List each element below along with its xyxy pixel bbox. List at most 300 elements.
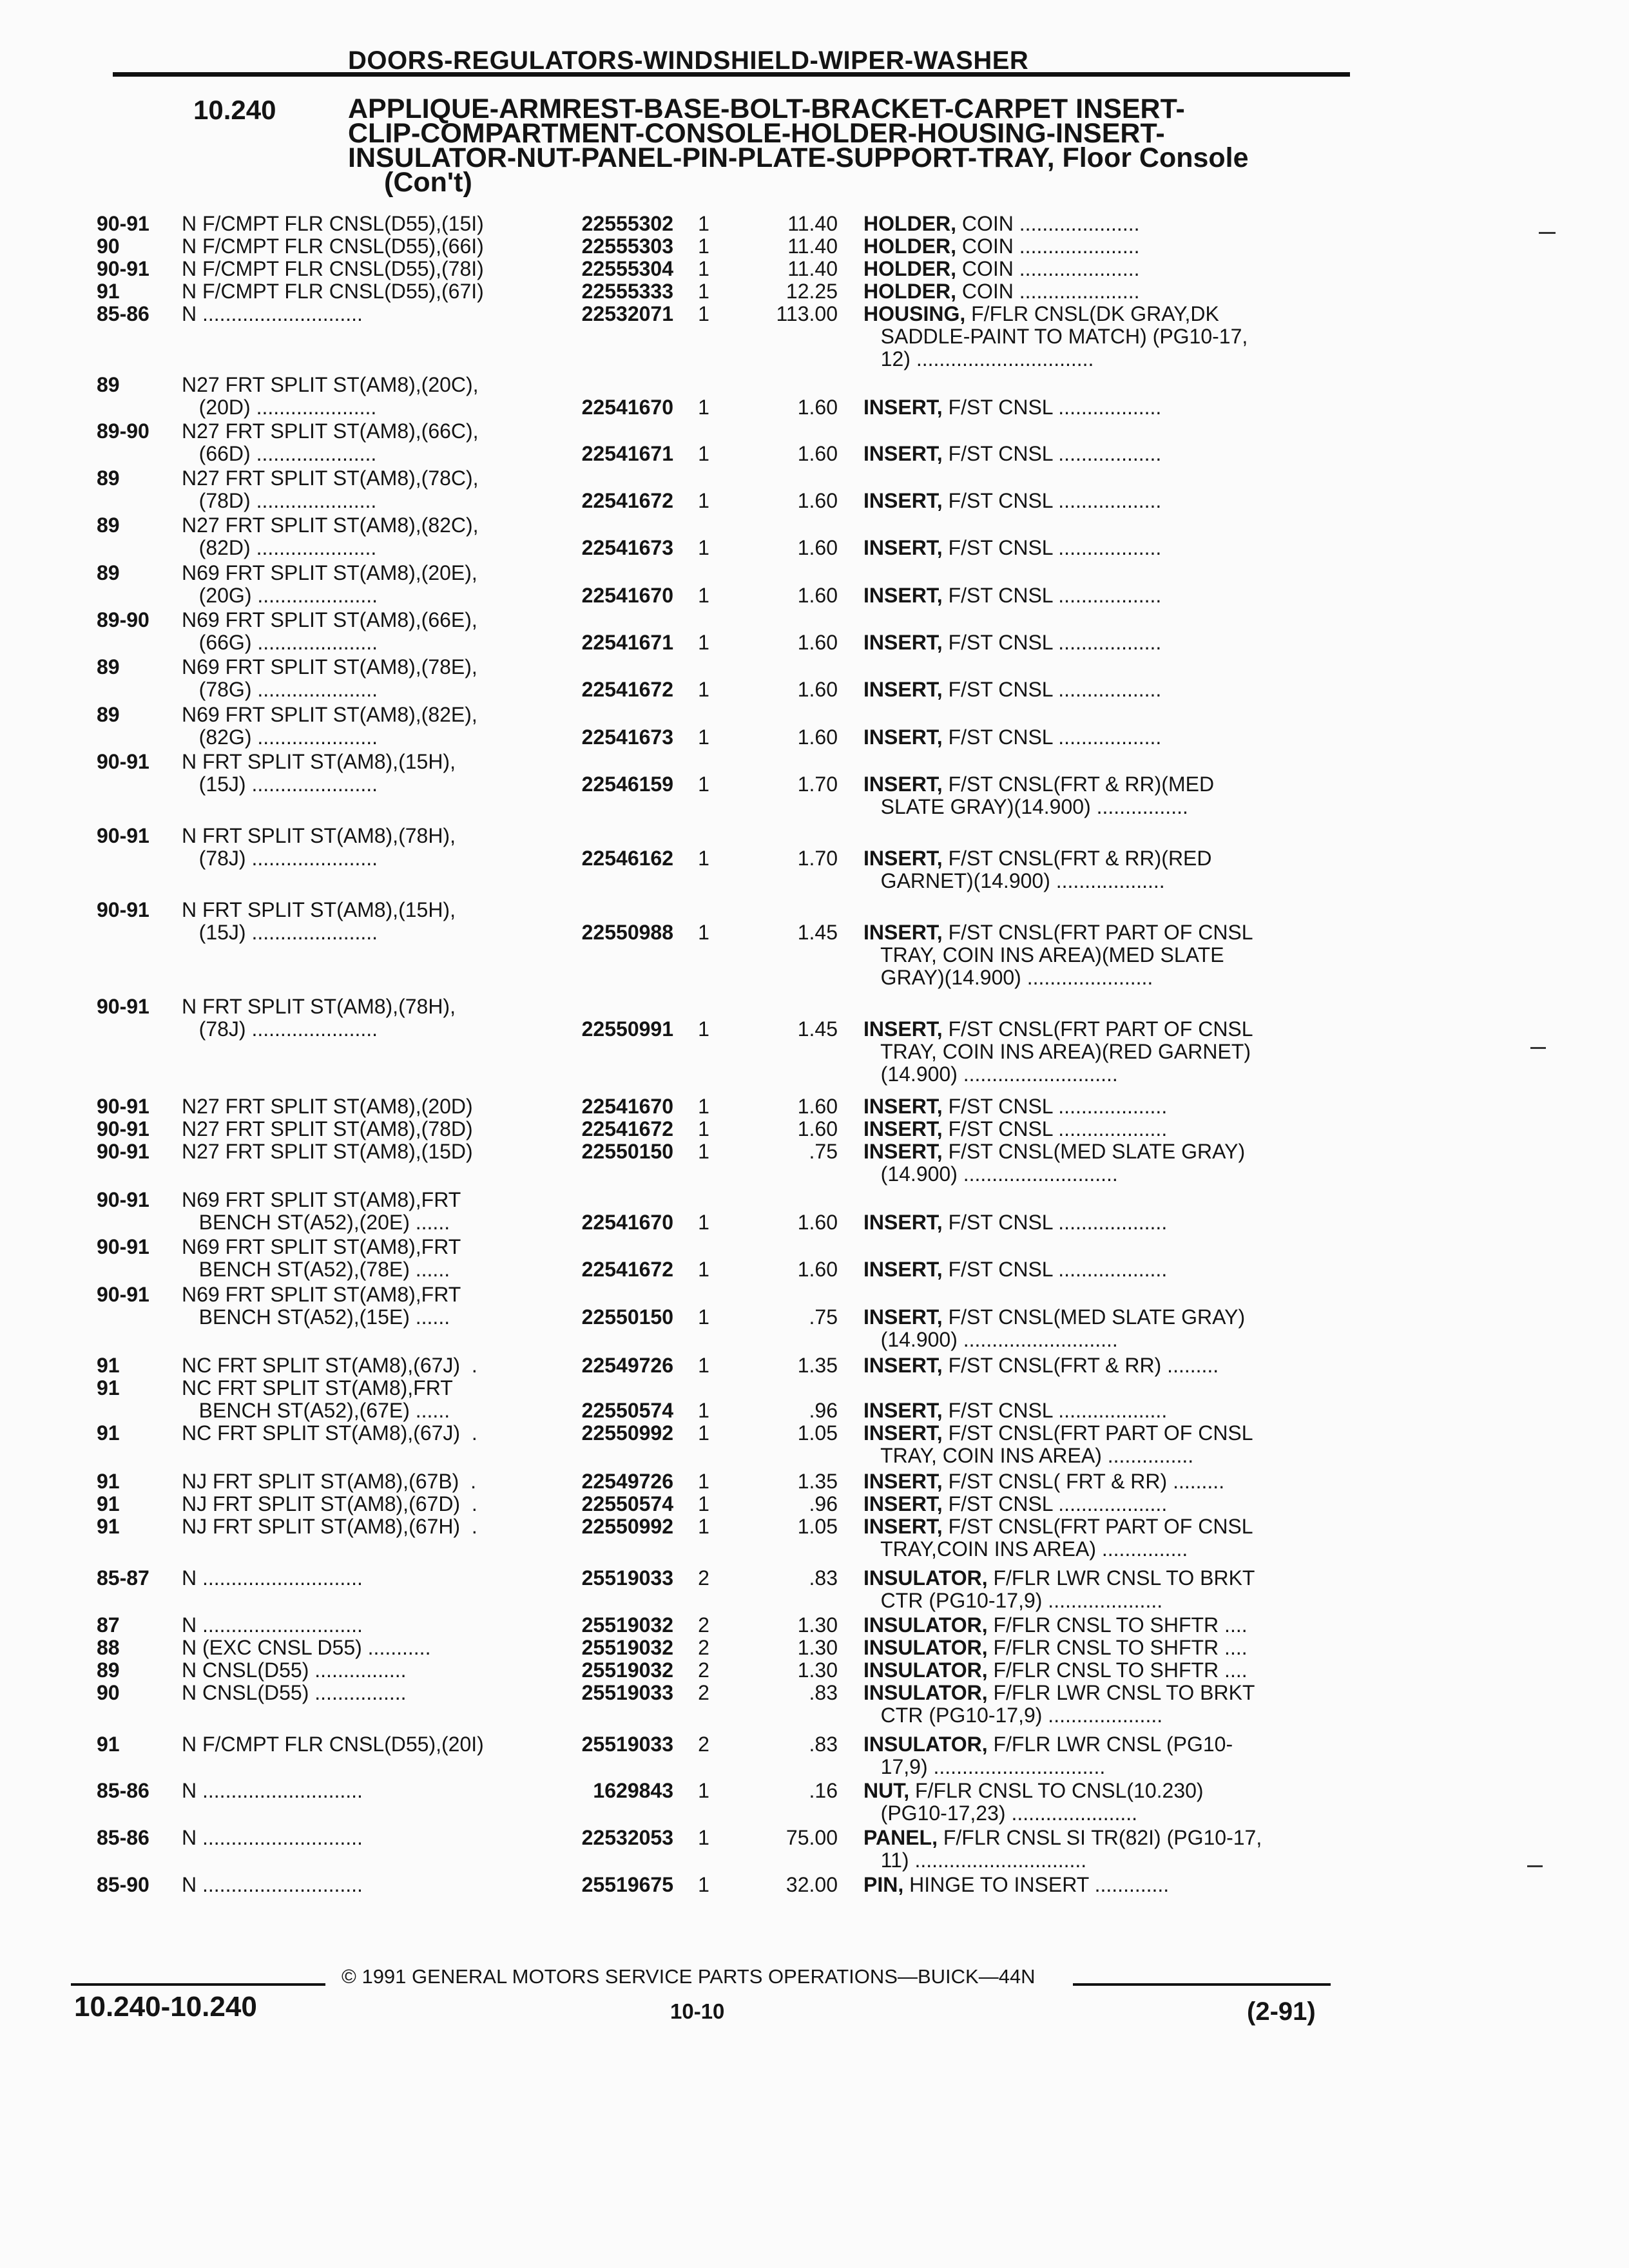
part-name-detail: (14.900) ........................... <box>863 1062 1118 1086</box>
part-number: 22550574 <box>581 1399 673 1422</box>
part-name <box>863 1780 1340 1802</box>
group-heading-continued: (Con't) <box>384 167 472 198</box>
part-number: 25519032 <box>581 1636 673 1659</box>
part-name-keyword: INSERT, <box>863 1421 943 1445</box>
part-name <box>863 1163 1340 1186</box>
price: 1.70 <box>797 847 838 870</box>
footer-rule <box>71 1983 325 1986</box>
part-name <box>863 1399 1340 1422</box>
part-name-detail: TRAY,COIN INS AREA) ............... <box>863 1537 1188 1561</box>
part-number: 22550150 <box>581 1140 673 1163</box>
quantity: 1 <box>698 584 709 607</box>
price: 1.60 <box>797 726 838 749</box>
part-name <box>863 1567 1340 1590</box>
part-name <box>863 1041 1340 1063</box>
model-years: 91 <box>97 1354 120 1377</box>
quantity: 1 <box>698 773 709 796</box>
usage-description: (78J) ...................... <box>182 847 378 870</box>
part-name <box>863 348 1340 370</box>
model-years: 88 <box>97 1636 120 1659</box>
usage-description: NJ FRT SPLIT ST(AM8),(67D) . <box>182 1492 477 1515</box>
part-number: 22550991 <box>581 1017 673 1041</box>
part-name <box>863 1704 1340 1727</box>
model-years: 90-91 <box>97 995 149 1018</box>
part-number: 22541670 <box>581 1211 673 1234</box>
part-name-keyword: INSERT, <box>863 1211 943 1234</box>
quantity: 2 <box>698 1658 709 1682</box>
section-title: DOORS-REGULATORS-WINDSHIELD-WIPER-WASHER <box>348 46 1029 75</box>
part-name <box>863 1211 1340 1234</box>
part-name-detail: F/ST CNSL ................... <box>942 1258 1168 1281</box>
part-name-keyword: INSERT, <box>863 536 943 559</box>
model-years: 90-91 <box>97 1117 149 1140</box>
part-name-keyword: INSERT, <box>863 1017 943 1041</box>
usage-description: N69 FRT SPLIT ST(AM8),FRT <box>182 1235 461 1258</box>
price: 1.60 <box>797 1117 838 1140</box>
usage-description: (20D) ..................... <box>182 396 377 419</box>
model-years: 85-86 <box>97 1779 149 1802</box>
quantity: 2 <box>698 1681 709 1704</box>
price: 11.40 <box>787 212 838 235</box>
price: 1.60 <box>797 584 838 607</box>
model-years: 89 <box>97 655 120 678</box>
model-years: 89-90 <box>97 608 149 631</box>
usage-description: N69 FRT SPLIT ST(AM8),(66E), <box>182 608 477 631</box>
section-range: 10.240-10.240 <box>74 1991 257 2023</box>
usage-description: N27 FRT SPLIT ST(AM8),(78C), <box>182 466 479 490</box>
usage-description: NJ FRT SPLIT ST(AM8),(67B) . <box>182 1470 476 1493</box>
part-name <box>863 1422 1340 1445</box>
part-name-detail: F/ST CNSL(FRT & RR)(RED <box>942 847 1212 870</box>
part-name-detail: 11) .............................. <box>863 1849 1087 1872</box>
model-years: 90-91 <box>97 212 149 235</box>
part-name-detail: F/ST CNSL(MED SLATE GRAY) <box>942 1305 1246 1329</box>
part-number: 22541672 <box>581 1258 673 1281</box>
model-years: 85-86 <box>97 1826 149 1849</box>
part-number: 25519032 <box>581 1658 673 1682</box>
part-name-detail: F/ST CNSL .................. <box>942 396 1162 419</box>
part-number: 22549726 <box>581 1354 673 1377</box>
part-name-detail: F/ST CNSL(FRT PART OF CNSL <box>942 1515 1253 1538</box>
part-number: 22541672 <box>581 1117 673 1140</box>
quantity: 1 <box>698 1354 709 1377</box>
price: 11.40 <box>787 235 838 258</box>
model-years: 91 <box>97 280 120 303</box>
price: 1.60 <box>797 1095 838 1118</box>
part-name-detail: COIN ..................... <box>956 235 1140 258</box>
usage-description: N (EXC CNSL D55) ........... <box>182 1636 431 1659</box>
part-name-keyword: INSERT, <box>863 442 943 465</box>
part-number: 22541670 <box>581 1095 673 1118</box>
price: .96 <box>809 1492 838 1515</box>
group-heading-line: INSULATOR-NUT-PANEL-PIN-PLATE-SUPPORT-TRAY, Floor Console <box>348 142 1249 173</box>
part-name <box>863 1614 1340 1637</box>
quantity: 1 <box>698 280 709 303</box>
part-name-detail: CTR (PG10-17,9) .................... <box>863 1704 1163 1727</box>
part-name <box>863 1306 1340 1329</box>
quantity: 1 <box>698 396 709 419</box>
quantity: 1 <box>698 1421 709 1445</box>
part-name-keyword: INSERT, <box>863 1399 943 1422</box>
part-name-detail: F/FLR CNSL TO CNSL(10.230) <box>909 1779 1204 1802</box>
part-name <box>863 1354 1340 1377</box>
model-years: 91 <box>97 1470 120 1493</box>
part-name <box>863 1827 1340 1849</box>
usage-description: N69 FRT SPLIT ST(AM8),(78E), <box>182 655 477 678</box>
part-name-detail: F/ST CNSL .................. <box>942 584 1162 607</box>
model-years: 89 <box>97 373 120 396</box>
usage-description: (78J) ...................... <box>182 1017 378 1041</box>
price: 1.30 <box>797 1658 838 1682</box>
part-name-keyword: INSERT, <box>863 1305 943 1329</box>
quantity: 1 <box>698 921 709 944</box>
part-number: 22550992 <box>581 1515 673 1538</box>
quantity: 1 <box>698 1873 709 1896</box>
part-name-keyword: HOLDER, <box>863 212 956 235</box>
part-name-keyword: INSERT, <box>863 1095 943 1118</box>
model-years: 85-86 <box>97 302 149 325</box>
part-number: 22541670 <box>581 584 673 607</box>
part-name <box>863 1802 1340 1825</box>
part-name <box>863 1849 1340 1872</box>
usage-description: N F/CMPT FLR CNSL(D55),(15I) <box>182 212 484 235</box>
part-name <box>863 1329 1340 1351</box>
price: 1.45 <box>797 921 838 944</box>
part-name-detail: F/ST CNSL ................... <box>942 1117 1168 1140</box>
model-years: 87 <box>97 1613 120 1637</box>
part-name <box>863 1063 1340 1086</box>
part-name <box>863 443 1340 465</box>
part-name-keyword: INSERT, <box>863 1140 943 1163</box>
model-years: 91 <box>97 1421 120 1445</box>
part-name-keyword: INSERT, <box>863 1515 943 1538</box>
quantity: 2 <box>698 1733 709 1756</box>
part-name-keyword: INSERT, <box>863 1258 943 1281</box>
part-name-detail: F/FLR CNSL(DK GRAY,DK <box>965 302 1219 325</box>
quantity: 1 <box>698 1258 709 1281</box>
part-name <box>863 796 1340 818</box>
usage-description: (15J) ...................... <box>182 773 378 796</box>
price: 1.45 <box>797 1017 838 1041</box>
part-number: 22546159 <box>581 773 673 796</box>
part-name-detail: F/ST CNSL ................... <box>942 1211 1168 1234</box>
part-name <box>863 1733 1340 1756</box>
part-name <box>863 1095 1340 1118</box>
part-name-keyword: INSULATOR, <box>863 1566 988 1590</box>
part-name-detail: F/ST CNSL .................. <box>942 489 1162 512</box>
part-name <box>863 303 1340 325</box>
part-name <box>863 1590 1340 1612</box>
part-name-detail: (14.900) ........................... <box>863 1162 1118 1186</box>
part-name-detail: F/ST CNSL(FRT PART OF CNSL <box>942 921 1253 944</box>
quantity: 1 <box>698 847 709 870</box>
part-number: 1629843 <box>593 1779 673 1802</box>
part-name <box>863 847 1340 870</box>
usage-description: N27 FRT SPLIT ST(AM8),(20C), <box>182 373 479 396</box>
part-name-keyword: HOLDER, <box>863 235 956 258</box>
quantity: 1 <box>698 1211 709 1234</box>
part-name-keyword: INSERT, <box>863 773 943 796</box>
part-name-keyword: INSERT, <box>863 489 943 512</box>
part-name <box>863 631 1340 654</box>
model-years: 90-91 <box>97 824 149 847</box>
copyright-notice: © 1991 GENERAL MOTORS SERVICE PARTS OPERATIONS—BUICK—44N <box>342 1965 1036 1988</box>
usage-description: N F/CMPT FLR CNSL(D55),(66I) <box>182 235 484 258</box>
usage-description: (78D) ..................... <box>182 489 377 512</box>
usage-description: N69 FRT SPLIT ST(AM8),(20E), <box>182 561 477 584</box>
price: .83 <box>809 1733 838 1756</box>
part-name <box>863 726 1340 749</box>
part-number: 22555302 <box>581 212 673 235</box>
part-name-keyword: HOUSING, <box>863 302 966 325</box>
date-code: (2-91) <box>1247 1997 1316 2026</box>
part-number: 25519032 <box>581 1613 673 1637</box>
part-name-keyword: INSULATOR, <box>863 1613 988 1637</box>
price: 1.60 <box>797 631 838 654</box>
part-name-keyword: INSERT, <box>863 1470 943 1493</box>
part-name-detail: (14.900) ........................... <box>863 1328 1118 1351</box>
quantity: 1 <box>698 257 709 280</box>
part-name-detail: F/FLR CNSL TO SHFTR .... <box>987 1636 1248 1659</box>
usage-description: N27 FRT SPLIT ST(AM8),(15D) <box>182 1140 473 1163</box>
usage-description: N69 FRT SPLIT ST(AM8),FRT <box>182 1188 461 1211</box>
quantity: 1 <box>698 1826 709 1849</box>
price: .83 <box>809 1681 838 1704</box>
part-name-keyword: INSULATOR, <box>863 1658 988 1682</box>
usage-description: (66G) ..................... <box>182 631 378 654</box>
price: 75.00 <box>786 1826 838 1849</box>
part-name-detail: COIN ..................... <box>956 280 1140 303</box>
usage-description: NC FRT SPLIT ST(AM8),(67J) . <box>182 1354 477 1377</box>
part-name-detail: F/FLR LWR CNSL TO BRKT <box>987 1681 1255 1704</box>
part-name-detail: (PG10-17,23) ...................... <box>863 1802 1138 1825</box>
price: 1.60 <box>797 396 838 419</box>
quantity: 1 <box>698 1140 709 1163</box>
part-name-keyword: INSERT, <box>863 1117 943 1140</box>
price: 1.30 <box>797 1636 838 1659</box>
part-name <box>863 258 1340 280</box>
model-years: 90 <box>97 1681 120 1704</box>
part-number: 25519675 <box>581 1873 673 1896</box>
footer-rule <box>1073 1983 1331 1986</box>
part-name-detail: F/FLR LWR CNSL TO BRKT <box>987 1566 1255 1590</box>
part-number: 22549726 <box>581 1470 673 1493</box>
price: 1.05 <box>797 1515 838 1538</box>
usage-description: N27 FRT SPLIT ST(AM8),(20D) <box>182 1095 473 1118</box>
usage-description: N CNSL(D55) ................ <box>182 1681 407 1704</box>
model-years: 90-91 <box>97 898 149 921</box>
part-name <box>863 870 1340 892</box>
usage-description: NJ FRT SPLIT ST(AM8),(67H) . <box>182 1515 477 1538</box>
part-name <box>863 1493 1340 1515</box>
model-years: 90-91 <box>97 750 149 773</box>
model-years: 90-91 <box>97 1140 149 1163</box>
usage-description: (20G) ..................... <box>182 584 378 607</box>
part-name <box>863 1637 1340 1659</box>
usage-description: N ............................ <box>182 302 363 325</box>
part-name-detail: F/ST CNSL(MED SLATE GRAY) <box>942 1140 1246 1163</box>
part-name-detail: 17,9) .............................. <box>863 1755 1106 1778</box>
margin-mark <box>1530 1047 1546 1049</box>
usage-description: (15J) ...................... <box>182 921 378 944</box>
part-name-detail: GRAY)(14.900) ...................... <box>863 966 1153 989</box>
part-name-detail: F/ST CNSL ................... <box>942 1095 1168 1118</box>
part-name-keyword: INSULATOR, <box>863 1681 988 1704</box>
quantity: 1 <box>698 1305 709 1329</box>
price: 1.60 <box>797 678 838 701</box>
part-number: 22541673 <box>581 726 673 749</box>
price: 1.60 <box>797 1258 838 1281</box>
model-years: 89 <box>97 514 120 537</box>
part-name <box>863 1659 1340 1682</box>
usage-description: N F/CMPT FLR CNSL(D55),(78I) <box>182 257 484 280</box>
quantity: 2 <box>698 1613 709 1637</box>
usage-description: BENCH ST(A52),(67E) ...... <box>182 1399 450 1422</box>
part-name-detail: F/ST CNSL( FRT & RR) ......... <box>942 1470 1225 1493</box>
part-name-detail: TRAY, COIN INS AREA)(RED GARNET) <box>863 1040 1251 1063</box>
part-name-detail: F/ST CNSL .................. <box>942 678 1162 701</box>
page-number: 10-10 <box>670 1999 725 2023</box>
usage-description: NC FRT SPLIT ST(AM8),FRT <box>182 1376 453 1399</box>
price: 1.60 <box>797 489 838 512</box>
model-years: 90-91 <box>97 1283 149 1306</box>
part-name <box>863 537 1340 559</box>
price: 32.00 <box>786 1873 838 1896</box>
model-years: 89 <box>97 1658 120 1682</box>
part-number: 22541672 <box>581 678 673 701</box>
part-name <box>863 921 1340 944</box>
price: .75 <box>809 1305 838 1329</box>
model-years: 90-91 <box>97 1095 149 1118</box>
part-name-detail: F/ST CNSL(FRT PART OF CNSL <box>942 1017 1253 1041</box>
quantity: 1 <box>698 1117 709 1140</box>
part-name <box>863 396 1340 419</box>
part-name-detail: F/ST CNSL .................. <box>942 442 1162 465</box>
part-name-keyword: INSERT, <box>863 1354 943 1377</box>
group-heading-line: CLIP-COMPARTMENT-CONSOLE-HOLDER-HOUSING-INSERT- <box>348 118 1165 149</box>
part-name-keyword: INSERT, <box>863 726 943 749</box>
part-name-detail: F/ST CNSL .................. <box>942 726 1162 749</box>
part-number: 22550574 <box>581 1492 673 1515</box>
usage-description: (82D) ..................... <box>182 536 377 559</box>
part-name-keyword: INSERT, <box>863 396 943 419</box>
part-name-keyword: HOLDER, <box>863 280 956 303</box>
group-heading-line: APPLIQUE-ARMREST-BASE-BOLT-BRACKET-CARPET INSERT- <box>348 93 1185 124</box>
model-years: 85-90 <box>97 1873 149 1896</box>
quantity: 2 <box>698 1566 709 1590</box>
part-name <box>863 773 1340 796</box>
part-number: 22541673 <box>581 536 673 559</box>
part-number: 22555304 <box>581 257 673 280</box>
usage-description: N ............................ <box>182 1826 363 1849</box>
part-number: 22532053 <box>581 1826 673 1849</box>
price: 1.60 <box>797 442 838 465</box>
part-name <box>863 1515 1340 1538</box>
quantity: 1 <box>698 726 709 749</box>
part-name-detail: F/ST CNSL(FRT & RR) ......... <box>942 1354 1219 1377</box>
model-years: 91 <box>97 1733 120 1756</box>
quantity: 1 <box>698 442 709 465</box>
usage-description: N FRT SPLIT ST(AM8),(78H), <box>182 995 456 1018</box>
price: 1.70 <box>797 773 838 796</box>
part-name <box>863 490 1340 512</box>
part-name-detail: HINGE TO INSERT ............. <box>903 1873 1170 1896</box>
part-name <box>863 235 1340 258</box>
part-number: 22541671 <box>581 442 673 465</box>
part-name-detail: F/FLR CNSL TO SHFTR .... <box>987 1658 1248 1682</box>
model-years: 90 <box>97 235 120 258</box>
part-number: 22541670 <box>581 396 673 419</box>
model-years: 90-91 <box>97 1188 149 1211</box>
part-name-detail: SLATE GRAY)(14.900) ................ <box>863 795 1188 818</box>
part-name-keyword: HOLDER, <box>863 257 956 280</box>
price: 113.00 <box>776 302 838 325</box>
price: .96 <box>809 1399 838 1422</box>
model-years: 91 <box>97 1376 120 1399</box>
part-name-keyword: INSERT, <box>863 631 943 654</box>
part-name-detail: CTR (PG10-17,9) .................... <box>863 1589 1163 1612</box>
part-name-detail: TRAY, COIN INS AREA)(MED SLATE <box>863 943 1224 966</box>
model-years: 90-91 <box>97 257 149 280</box>
part-name-detail: F/ST CNSL .................. <box>942 631 1162 654</box>
model-years: 89-90 <box>97 419 149 443</box>
usage-description: NC FRT SPLIT ST(AM8),(67J) . <box>182 1421 477 1445</box>
part-number: 22555303 <box>581 235 673 258</box>
usage-description: N CNSL(D55) ................ <box>182 1658 407 1682</box>
part-name-keyword: PANEL, <box>863 1826 938 1849</box>
usage-description: N ............................ <box>182 1873 363 1896</box>
part-number: 22550988 <box>581 921 673 944</box>
quantity: 1 <box>698 302 709 325</box>
usage-description: N27 FRT SPLIT ST(AM8),(66C), <box>182 419 479 443</box>
part-number: 25519033 <box>581 1566 673 1590</box>
part-name <box>863 1470 1340 1493</box>
model-years: 91 <box>97 1492 120 1515</box>
part-name-detail: SADDLE-PAINT TO MATCH) (PG10-17, <box>863 325 1248 348</box>
part-name <box>863 1538 1340 1561</box>
part-name <box>863 1756 1340 1778</box>
usage-description: N69 FRT SPLIT ST(AM8),(82E), <box>182 703 477 726</box>
model-years: 90-91 <box>97 1235 149 1258</box>
part-name-detail: TRAY, COIN INS AREA) ............... <box>863 1444 1194 1467</box>
quantity: 1 <box>698 1779 709 1802</box>
part-name <box>863 1445 1340 1467</box>
part-name-detail: F/ST CNSL(FRT & RR)(MED <box>942 773 1215 796</box>
margin-mark <box>1539 232 1556 234</box>
usage-description: (78G) ..................... <box>182 678 378 701</box>
part-name-detail: COIN ..................... <box>956 257 1140 280</box>
price: 1.60 <box>797 1211 838 1234</box>
part-name <box>863 1140 1340 1163</box>
usage-description: BENCH ST(A52),(78E) ...... <box>182 1258 450 1281</box>
price: 1.35 <box>797 1354 838 1377</box>
part-name-keyword: INSULATOR, <box>863 1733 988 1756</box>
quantity: 1 <box>698 1399 709 1422</box>
part-name-keyword: INSERT, <box>863 921 943 944</box>
usage-description: N ............................ <box>182 1613 363 1637</box>
model-years: 91 <box>97 1515 120 1538</box>
usage-description: N27 FRT SPLIT ST(AM8),(82C), <box>182 514 479 537</box>
section-number: 10.240 <box>193 95 276 125</box>
usage-description: BENCH ST(A52),(20E) ...... <box>182 1211 450 1234</box>
model-years: 89 <box>97 561 120 584</box>
model-years: 89 <box>97 466 120 490</box>
part-name <box>863 944 1340 966</box>
part-name-keyword: INSULATOR, <box>863 1636 988 1659</box>
part-name <box>863 1118 1340 1140</box>
part-name-detail: F/ST CNSL ................... <box>942 1492 1168 1515</box>
part-name-detail: F/ST CNSL ................... <box>942 1399 1168 1422</box>
